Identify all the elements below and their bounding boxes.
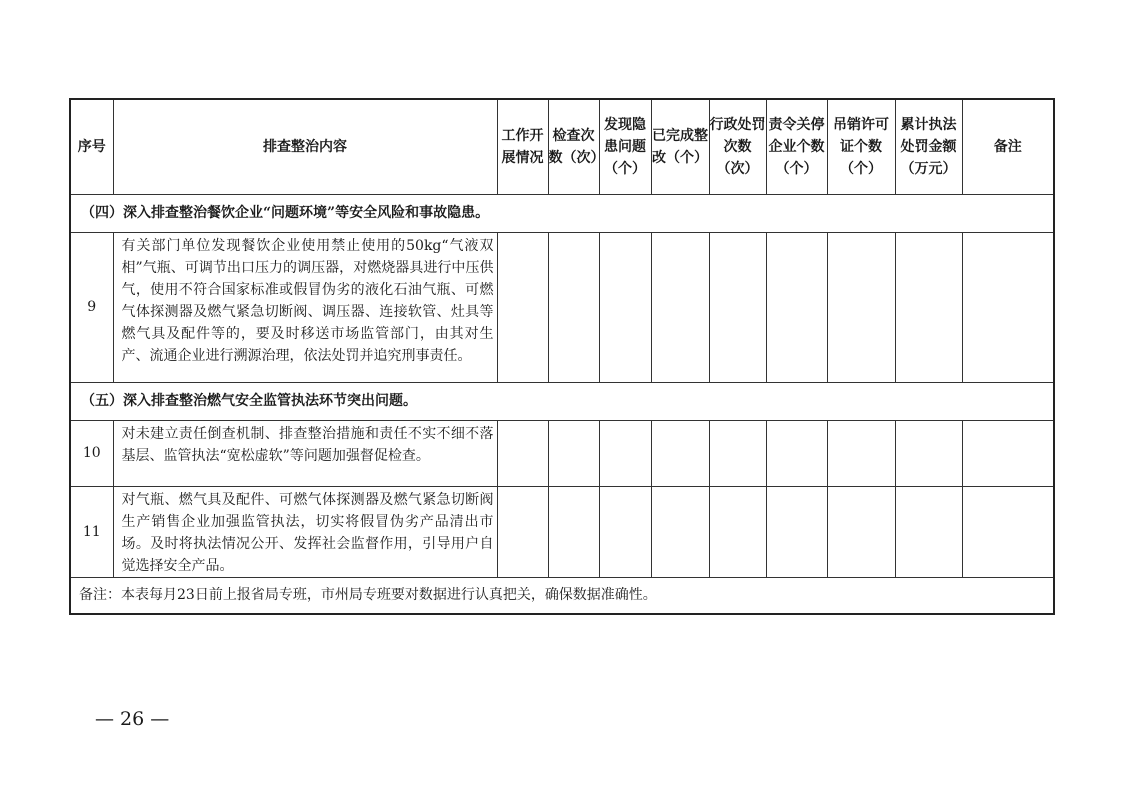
cell-license-revoked <box>827 232 895 382</box>
cell-hazards-found <box>599 486 651 577</box>
cell-work-status <box>497 420 548 486</box>
header-hazards-found: 发现隐患问题（个） <box>599 99 651 194</box>
cell-remark <box>962 232 1054 382</box>
cell-fine-amount <box>895 232 962 382</box>
header-rectified: 已完成整改（个） <box>651 99 709 194</box>
section-5-title: （五）深入排查整治燃气安全监管执法环节突出问题。 <box>70 382 1054 420</box>
cell-work-status <box>497 232 548 382</box>
header-remark: 备注 <box>962 99 1054 194</box>
table-row <box>70 420 1054 486</box>
section-row-4 <box>70 194 1054 232</box>
row-content: 有关部门单位发现餐饮企业使用禁止使用的50kg“气液双相”气瓶、可调节出口压力的调压器，对燃烧器具进行中压供气，使用不符合国家标准或假冒伪劣的液化石油气瓶、可燃气体探测器及燃气紧急切断阀、调压器、连接软管、灶具等燃气具及配件等的，要及时移送市场监管部门，由其对生产、流通企业进行溯源治理，依法处罚并追究刑事责任。 <box>113 232 497 382</box>
table-header-row <box>70 99 1054 194</box>
cell-penalty-count <box>709 420 766 486</box>
cell-rectified <box>651 486 709 577</box>
header-fine-amount: 累计执法处罚金额（万元） <box>895 99 962 194</box>
cell-shutdown-count <box>766 420 827 486</box>
page-number: — 26 — <box>95 708 170 730</box>
section-4-title: （四）深入排查整治餐饮企业“问题环境”等安全风险和事故隐患。 <box>70 194 1054 232</box>
header-shutdown-count: 责令关停企业个数（个） <box>766 99 827 194</box>
cell-fine-amount <box>895 420 962 486</box>
cell-rectified <box>651 232 709 382</box>
header-license-revoked: 吊销许可证个数（个） <box>827 99 895 194</box>
inspection-table <box>69 98 1055 615</box>
header-seq: 序号 <box>70 99 113 194</box>
cell-penalty-count <box>709 486 766 577</box>
cell-shutdown-count <box>766 232 827 382</box>
cell-remark <box>962 420 1054 486</box>
cell-shutdown-count <box>766 486 827 577</box>
table-row <box>70 232 1054 382</box>
row-number: 10 <box>70 420 113 486</box>
cell-work-status <box>497 486 548 577</box>
header-content: 排查整治内容 <box>113 99 497 194</box>
row-number: 9 <box>70 232 113 382</box>
row-number: 11 <box>70 486 113 577</box>
cell-inspection-count <box>548 486 599 577</box>
cell-fine-amount <box>895 486 962 577</box>
cell-hazards-found <box>599 232 651 382</box>
cell-inspection-count <box>548 232 599 382</box>
header-penalty-count: 行政处罚次数（次） <box>709 99 766 194</box>
row-content: 对气瓶、燃气具及配件、可燃气体探测器及燃气紧急切断阀生产销售企业加强监管执法，切实将假冒伪劣产品清出市场。及时将执法情况公开、发挥社会监督作用，引导用户自觉选择安全产品。 <box>113 486 497 577</box>
cell-inspection-count <box>548 420 599 486</box>
table-row <box>70 486 1054 577</box>
header-inspection-count: 检查次数（次） <box>548 99 599 194</box>
cell-penalty-count <box>709 232 766 382</box>
row-content: 对未建立责任倒查机制、排查整治措施和责任不实不细不落基层、监管执法“宽松虚软”等问题加强督促检查。 <box>113 420 497 486</box>
section-row-5 <box>70 382 1054 420</box>
cell-rectified <box>651 420 709 486</box>
cell-remark <box>962 486 1054 577</box>
table-note: 备注：本表每月23日前上报省局专班，市州局专班要对数据进行认真把关，确保数据准确性。 <box>70 577 1054 614</box>
header-work-status: 工作开展情况 <box>497 99 548 194</box>
note-row <box>70 577 1054 614</box>
cell-license-revoked <box>827 486 895 577</box>
cell-hazards-found <box>599 420 651 486</box>
cell-license-revoked <box>827 420 895 486</box>
